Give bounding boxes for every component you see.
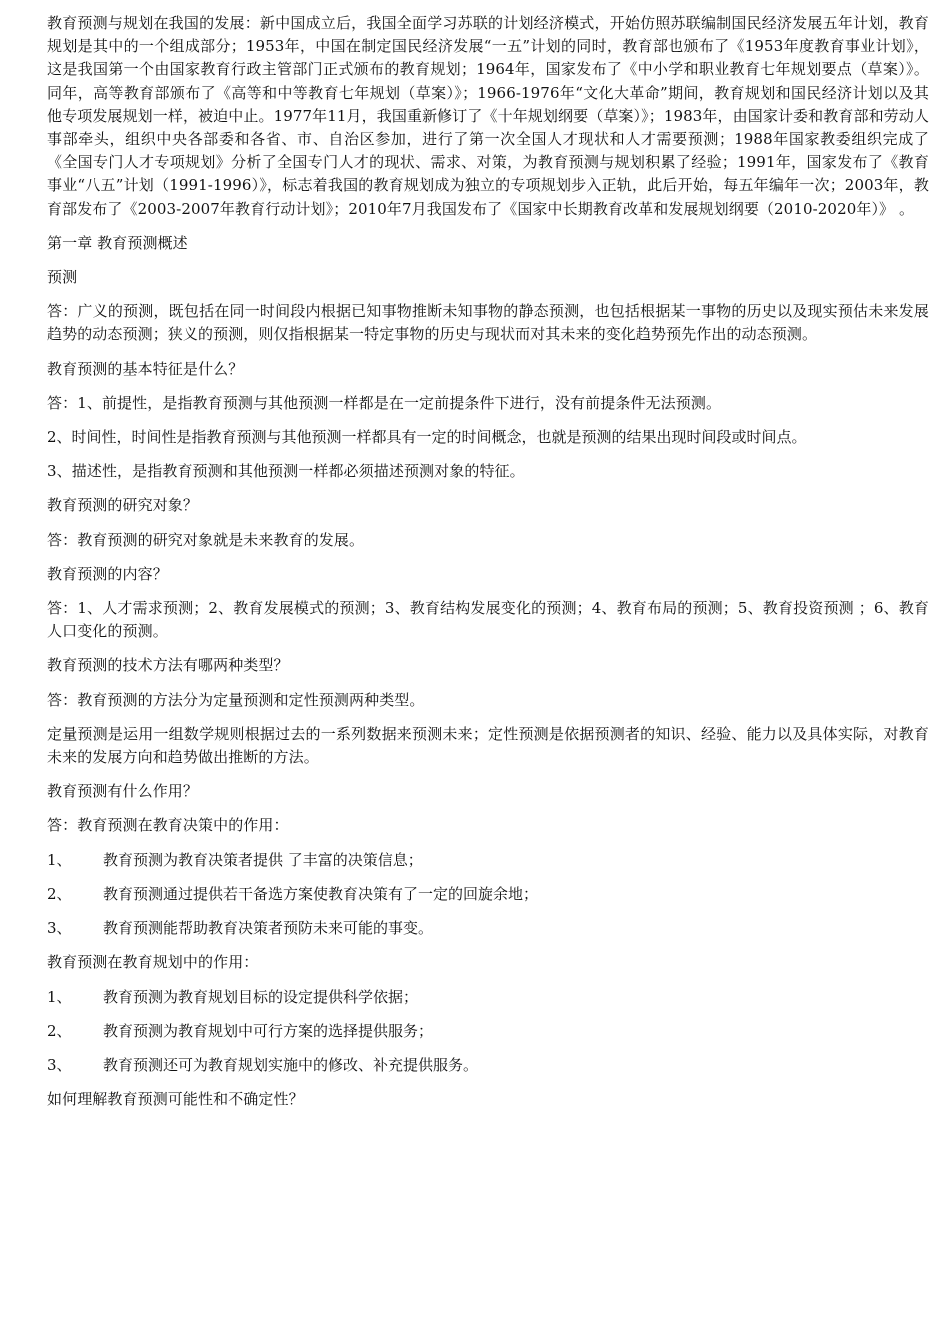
list-text: 教育预测通过提供若干备选方案使教育决策有了一定的回旋余地； bbox=[103, 884, 539, 903]
list-number: 3、 bbox=[47, 1055, 72, 1074]
answer-methods: 答：教育预测的方法分为定量预测和定性预测两种类型。 bbox=[47, 690, 425, 709]
list-number: 2、 bbox=[47, 1021, 72, 1040]
question-role: 教育预测有什么作用？ bbox=[47, 782, 199, 801]
list-number: 2、 bbox=[47, 884, 72, 903]
role-planning-heading: 教育预测在教育规划中的作用： bbox=[47, 953, 259, 972]
answer-features-2: 2、时间性，时间性是指教育预测与其他预测一样都具有一定的时间概念，也就是预测的结果出现时间段或时间点。 bbox=[47, 428, 807, 447]
list-number: 3、 bbox=[47, 919, 72, 938]
list-text: 教育预测为教育规划目标的设定提供科学依据； bbox=[103, 987, 419, 1006]
list-text: 教育预测能帮助教育决策者预防未来可能的事变。 bbox=[103, 919, 434, 938]
list-item bbox=[47, 986, 929, 1009]
list-item bbox=[47, 917, 929, 940]
list-item bbox=[47, 849, 929, 872]
answer-features-1: 答：1、前提性，是指教育预测与其他预测一样都是在一定前提条件下进行，没有前提条件无法预测。 bbox=[47, 393, 722, 412]
document-page bbox=[47, 12, 929, 1111]
answer-features-3: 3、描述性，是指教育预测和其他预测一样都必须描述预测对象的特征。 bbox=[47, 462, 525, 481]
chapter-heading: 第一章 教育预测概述 bbox=[47, 233, 188, 252]
question-predict: 预测 bbox=[47, 268, 78, 287]
intro-paragraph: 教育预测与规划在我国的发展：新中国成立后，我国全面学习苏联的计划经济模式，开始仿照苏联编制国民经济发展五年计划，教育规划是其中的一个组成部分；1953年，中国在制定国民经济发展“一五”计划的同时，教育部也颁布了《1953年度教育事业计划》，这是我国第一个由国家教育行政主管部门正式颁布的教育规划；1964年，国家发布了《中小学和职业教育七年规划要点（草案）》。同年，高等教育部颁布了《高等和中等教育七年规划（草案）》；1966-1976年“文化大革命”期间，教育规划和国民经济计划以及其他专项发展规划一样，被迫中止。1977年11月，我国重新修订了《十年规划纲要（草案）》；1983年，由国家计委和教育部和劳动人事部牵头，组织中央各部委和各省、市、自治区参加，进行了第一次全国人才现状和人才需要预测；1988年国家教委组织完成了《全国专门人才专项规划》分析了全国专门人才的现状、需求、对策，为教育预测与规划积累了经验；1991年，国家发布了《教育事业“八五”计划（1991-1996）》，标志着我国的教育规划成为独立的专项规划步入正轨，此后开始，每五年编年一次；2003年，教育部发布了《2003-2007年教育行动计划》；2010年7月我国发布了《国家中长期教育改革和发展规划纲要（2010-2020年）》 。 bbox=[47, 14, 929, 218]
list-text: 教育预测还可为教育规划实施中的修改、补充提供服务。 bbox=[103, 1055, 479, 1074]
question-object: 教育预测的研究对象？ bbox=[47, 496, 199, 515]
list-item bbox=[47, 883, 929, 906]
list-text: 教育预测为教育规划中可行方案的选择提供服务； bbox=[103, 1021, 434, 1040]
list-number: 1、 bbox=[47, 987, 72, 1006]
question-features: 教育预测的基本特征是什么？ bbox=[47, 359, 244, 378]
question-content: 教育预测的内容？ bbox=[47, 564, 168, 583]
list-item bbox=[47, 1020, 929, 1043]
list-item bbox=[47, 1054, 929, 1077]
question-uncertainty: 如何理解教育预测可能性和不确定性？ bbox=[47, 1090, 304, 1109]
answer-predict: 答：广义的预测，既包括在同一时间段内根据已知事物推断未知事物的静态预测，也包括根据某一事物的历史以及现实预估未来发展趋势的动态预测；狭义的预测，则仅指根据某一特定事物的历史与现状而对其未来的变化趋势预先作出的动态预测。 bbox=[47, 302, 929, 344]
answer-object: 答：教育预测的研究对象就是未来教育的发展。 bbox=[47, 530, 365, 549]
answer-methods-detail: 定量预测是运用一组数学规则根据过去的一系列数据来预测未来；定性预测是依据预测者的知识、经验、能力以及具体实际，对教育未来的发展方向和趋势做出推断的方法。 bbox=[47, 724, 929, 767]
question-methods: 教育预测的技术方法有哪两种类型？ bbox=[47, 656, 289, 675]
answer-role-decision: 答：教育预测在教育决策中的作用： bbox=[47, 816, 289, 835]
list-text: 教育预测为教育决策者提供 了丰富的决策信息； bbox=[103, 850, 423, 869]
answer-content: 答：1、人才需求预测；2、教育发展模式的预测；3、教育结构发展变化的预测；4、教育布局的预测；5、教育投资预测 ；6、教育人口变化的预测。 bbox=[47, 599, 929, 641]
list-number: 1、 bbox=[47, 850, 72, 869]
